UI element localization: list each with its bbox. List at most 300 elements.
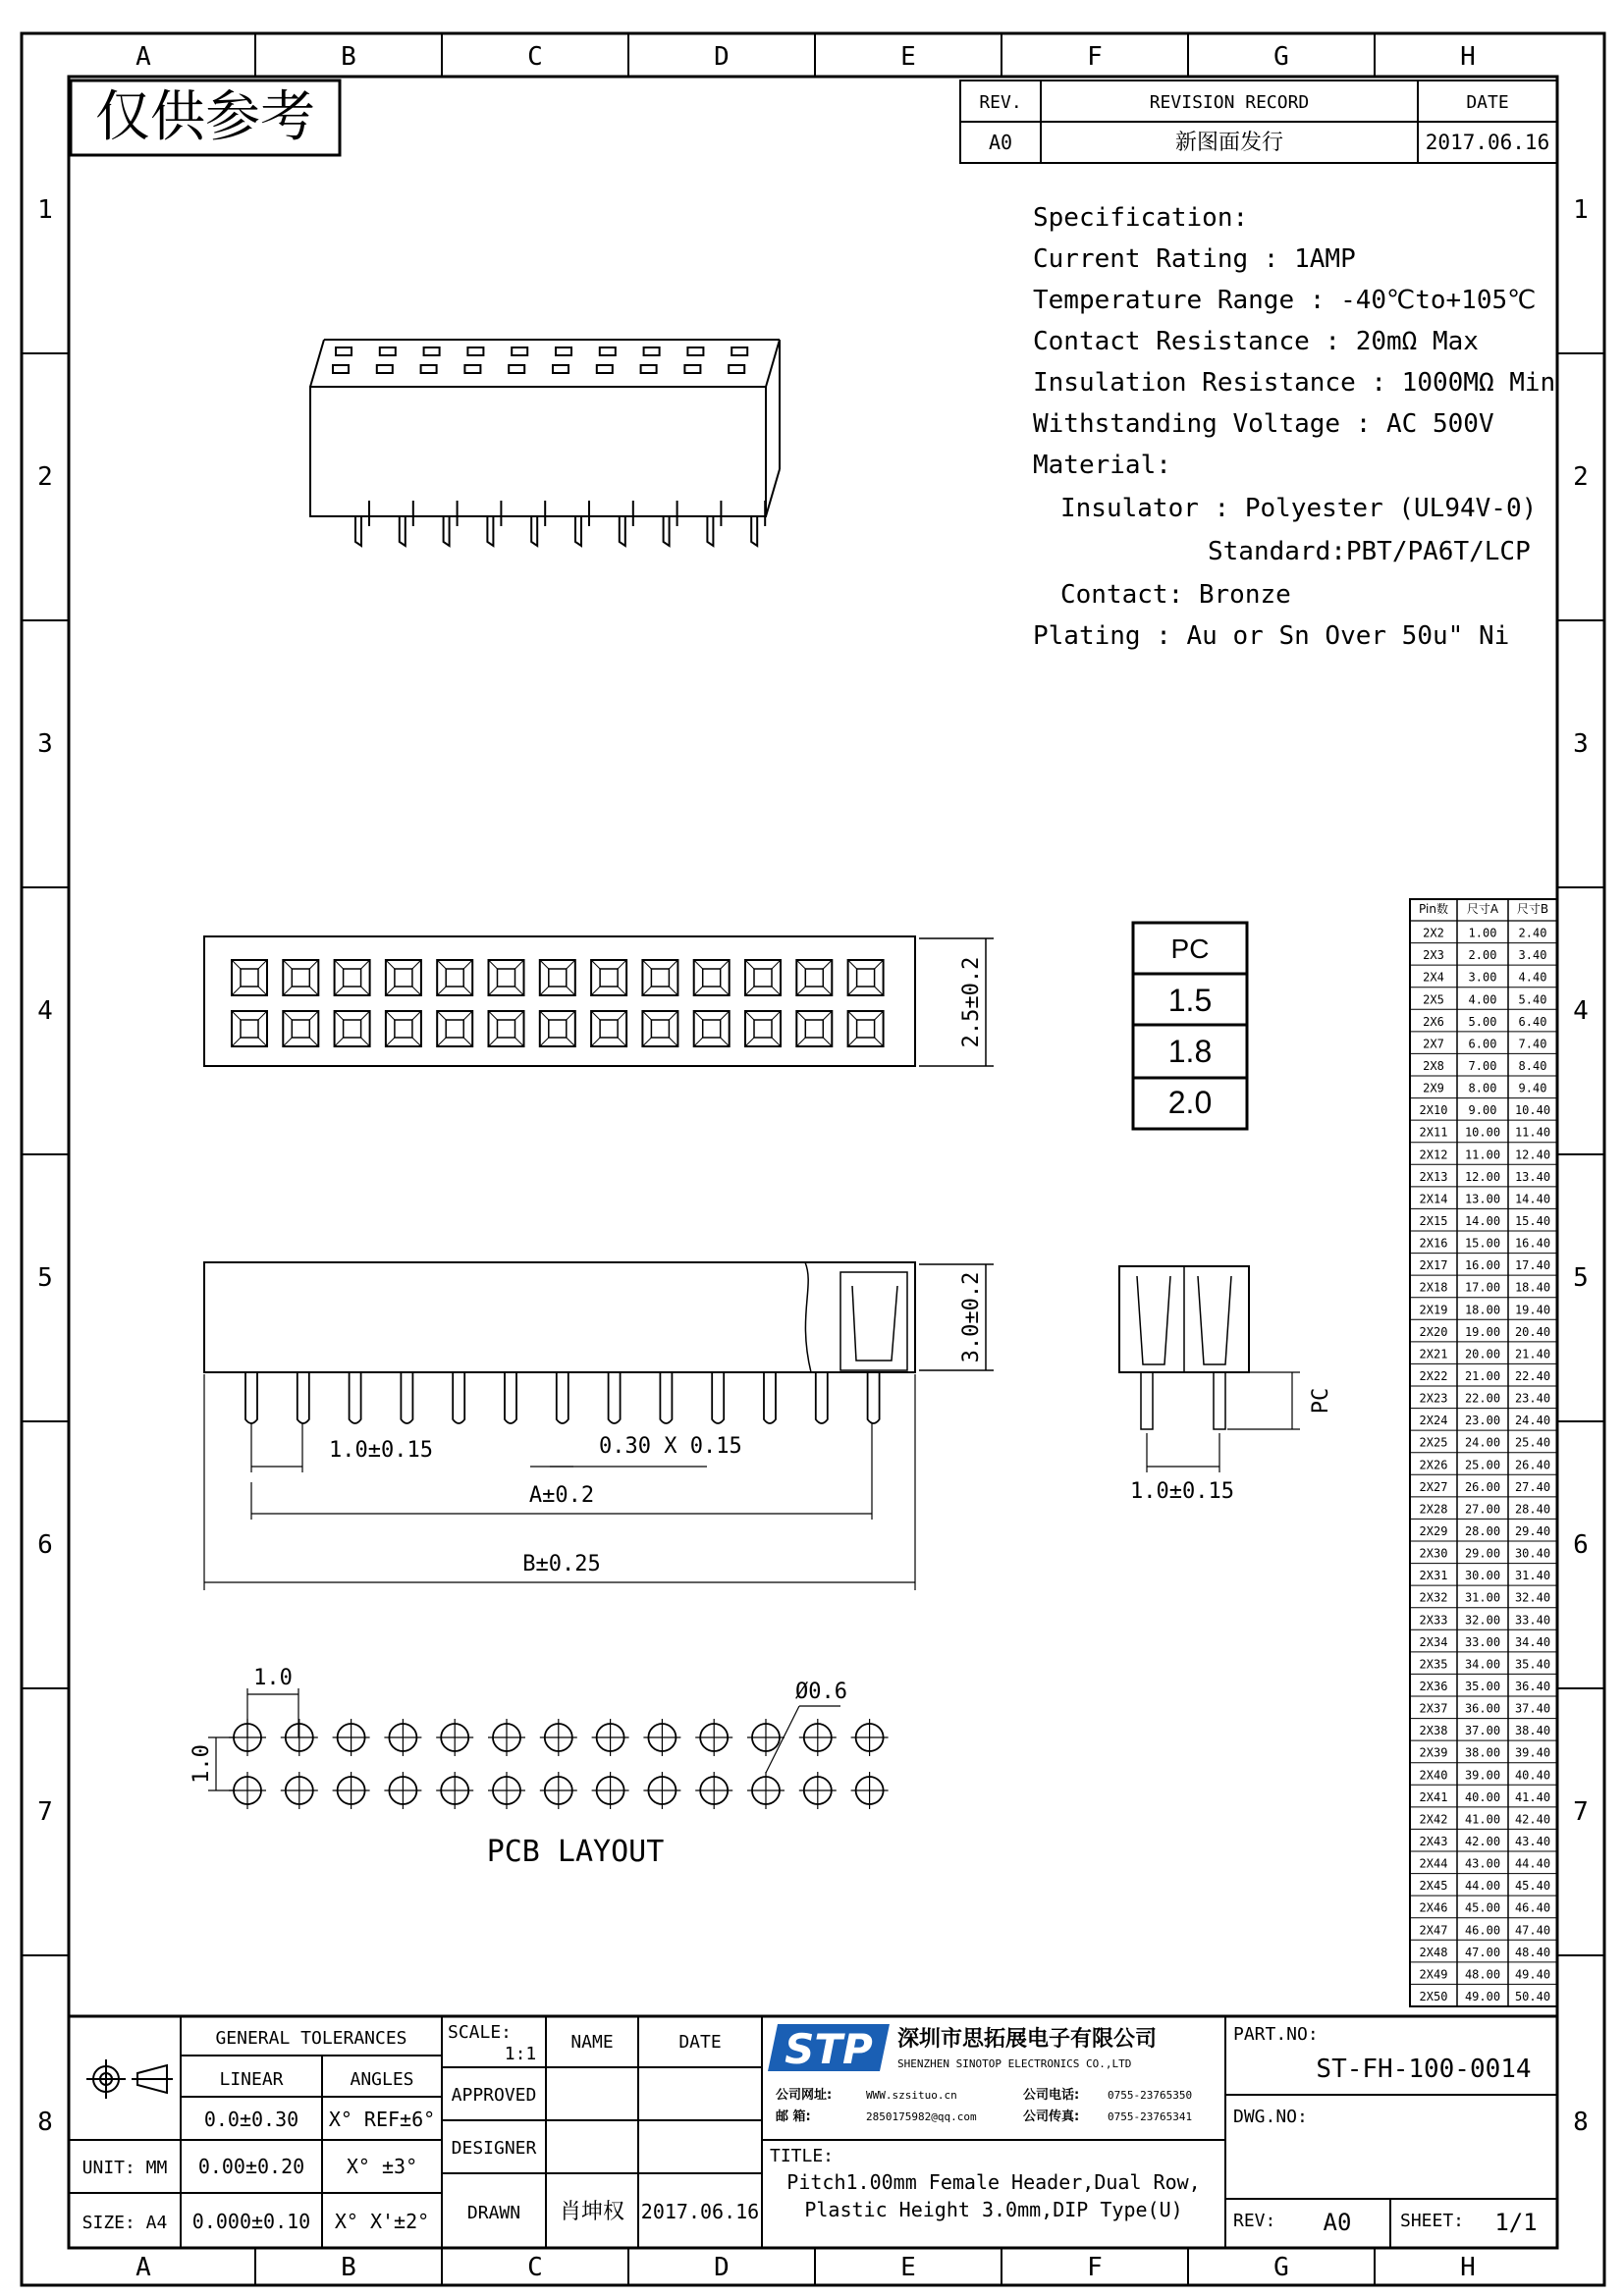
pin-table-cell: 32.40 <box>1514 1590 1551 1605</box>
row-label-left-3: 3 <box>37 729 53 759</box>
top-view-cell-chamfer <box>591 1038 600 1046</box>
spec-current-rating: Current Rating : 1AMP <box>1033 244 1356 274</box>
pin-table-cell: 34.00 <box>1464 1657 1501 1672</box>
pin-table-cell: 35.00 <box>1464 1680 1501 1693</box>
part-no-value: ST-FH-100-0014 <box>1316 2055 1532 2084</box>
top-view-cell-chamfer <box>437 960 446 969</box>
scale-label: SCALE: <box>448 2022 513 2043</box>
pin-table-cell: 2X16 <box>1419 1236 1448 1251</box>
specification <box>1033 203 1555 651</box>
top-view-cell-chamfer <box>567 1011 575 1020</box>
pin-table-cell: 2X5 <box>1423 992 1444 1007</box>
top-view-cell-chamfer <box>823 1011 832 1020</box>
end-pitch-dim: 1.0±0.15 <box>1130 1479 1234 1504</box>
top-view-cell-chamfer <box>489 960 498 969</box>
pin-table-cell: 22.40 <box>1514 1369 1551 1383</box>
top-view-cell-chamfer <box>283 987 292 995</box>
tol-linear-1: 0.0±0.30 <box>203 2108 299 2131</box>
top-view-cell-chamfer <box>772 960 781 969</box>
pin-table-cell: 11.40 <box>1514 1125 1551 1140</box>
pin-table-cell: 31.40 <box>1514 1569 1551 1583</box>
pin-table-cell: 24.00 <box>1464 1435 1501 1450</box>
iso-pin <box>444 516 450 546</box>
top-view-cell-chamfer <box>437 987 446 995</box>
side-view-pin <box>350 1372 361 1423</box>
top-view-cell-chamfer <box>823 1038 832 1046</box>
top-view-cell-chamfer <box>642 987 651 995</box>
top-view-cell-chamfer <box>823 987 832 995</box>
iso-slot <box>553 365 568 373</box>
pin-table-cell: 17.40 <box>1514 1258 1551 1273</box>
top-view-cell-chamfer <box>721 1038 730 1046</box>
top-view-cell-chamfer <box>361 987 370 995</box>
company-logo-text: STP <box>785 2025 873 2073</box>
iso-slot <box>641 365 657 373</box>
pc-dim: PC <box>1309 1387 1333 1415</box>
top-view-cell-chamfer <box>412 1011 421 1020</box>
pin-table-cell: 22.00 <box>1464 1391 1501 1406</box>
pin-table-cell: 16.40 <box>1514 1236 1551 1251</box>
pin-table-cell: 7.40 <box>1518 1037 1547 1051</box>
col-label-top-b: B <box>341 42 356 72</box>
spec-material: Material: <box>1033 451 1171 480</box>
revision-rev-value: A0 <box>988 131 1013 154</box>
top-view-cell-chamfer <box>437 1011 446 1020</box>
pin-table-cell: 2X35 <box>1419 1657 1448 1672</box>
top-view-cell-chamfer <box>567 1038 575 1046</box>
top-view-cell-inner <box>498 969 515 987</box>
pin-table-cell: 25.40 <box>1514 1435 1551 1450</box>
col-label-bottom-b: B <box>341 2253 356 2282</box>
pin-table-cell: 2X13 <box>1419 1169 1448 1184</box>
pin-table-cell: 19.40 <box>1514 1303 1551 1317</box>
row-label-left-8: 8 <box>37 2108 53 2137</box>
top-view-cell-chamfer <box>335 960 344 969</box>
pin-table-cell: 47.40 <box>1514 1923 1551 1938</box>
top-view-cell-chamfer <box>745 987 754 995</box>
pin-table-cell: 2X21 <box>1419 1347 1448 1362</box>
top-view-cell-chamfer <box>567 960 575 969</box>
projection-symbol-icon <box>86 2059 173 2099</box>
general-tolerances-label: GENERAL TOLERANCES <box>215 2028 407 2049</box>
top-view <box>204 936 994 1066</box>
row-label-left-7: 7 <box>37 1797 53 1827</box>
top-view-cell-chamfer <box>309 1011 318 1020</box>
top-view-cell-chamfer <box>412 987 421 995</box>
top-view-cell-chamfer <box>515 960 524 969</box>
pin-table-cell: 3.00 <box>1468 970 1497 985</box>
top-view-cell-chamfer <box>745 960 754 969</box>
pin-table-cell: 18.00 <box>1464 1303 1501 1317</box>
top-view-cell-chamfer <box>745 1038 754 1046</box>
iso-slot <box>336 347 352 355</box>
top-view-cell-inner <box>651 969 669 987</box>
iso-pin <box>400 516 406 546</box>
pin-table-cell: 2X14 <box>1419 1192 1448 1206</box>
pin-table-cell: 49.40 <box>1514 1967 1551 1982</box>
top-view-cell-chamfer <box>232 960 241 969</box>
top-view-cell-chamfer <box>540 1011 549 1020</box>
iso-slot <box>380 347 396 355</box>
top-view-cell-chamfer <box>591 960 600 969</box>
iso-slot <box>377 365 393 373</box>
top-view-cell-chamfer <box>669 1011 677 1020</box>
pin-table-cell: 10.00 <box>1464 1125 1501 1140</box>
top-view-cell-inner <box>549 1020 567 1038</box>
iso-slot <box>597 365 613 373</box>
pin-table-cell: 23.00 <box>1464 1414 1501 1428</box>
name-header: NAME <box>570 2032 614 2053</box>
iso-slot <box>509 365 524 373</box>
top-view-cell-inner <box>395 1020 412 1038</box>
col-label-bottom-g: G <box>1273 2253 1289 2282</box>
pin-table-header-pins: Pin数 <box>1419 902 1448 916</box>
row-label-right-7: 7 <box>1573 1797 1589 1827</box>
pin-table-cell: 8.00 <box>1468 1081 1497 1095</box>
pin-table-cell: 9.00 <box>1468 1103 1497 1118</box>
pin-table-cell: 37.00 <box>1464 1724 1501 1738</box>
row-label-right-6: 6 <box>1573 1530 1589 1560</box>
pin-table-cell: 2X24 <box>1419 1414 1448 1428</box>
pin-table-cell: 2X29 <box>1419 1524 1448 1538</box>
spec-insulation-resistance: Insulation Resistance : 1000MΩ Min <box>1033 368 1556 398</box>
top-view-cell-chamfer <box>335 1038 344 1046</box>
designer-label: DESIGNER <box>451 2138 537 2159</box>
pc-table <box>1133 923 1247 1129</box>
pin-table-cell: 40.40 <box>1514 1768 1551 1783</box>
pin-table-cell: 35.40 <box>1514 1657 1551 1672</box>
pin-table-cell: 2X36 <box>1419 1680 1448 1693</box>
pin-table-cell: 13.40 <box>1514 1169 1551 1184</box>
side-view-pin <box>401 1372 412 1423</box>
pin-table-cell: 42.40 <box>1514 1812 1551 1827</box>
pin-table-cell: 41.40 <box>1514 1789 1551 1804</box>
pin-table-header-a: 尺寸A <box>1466 902 1499 916</box>
top-view-cell-inner <box>651 1020 669 1038</box>
pin-table-cell: 48.00 <box>1464 1967 1501 1982</box>
pin-table-cell: 18.40 <box>1514 1280 1551 1295</box>
pin-table-cell: 15.40 <box>1514 1214 1551 1228</box>
top-view-cell-chamfer <box>823 960 832 969</box>
top-view-cell-chamfer <box>772 987 781 995</box>
pin-table-cell: 24.40 <box>1514 1414 1551 1428</box>
top-view-cell-chamfer <box>669 1038 677 1046</box>
side-height-dim: 3.0±0.2 <box>959 1271 984 1363</box>
pin-table-cell: 9.40 <box>1518 1081 1547 1095</box>
pin-table-cell: 3.40 <box>1518 948 1547 963</box>
top-view-cell-chamfer <box>283 1011 292 1020</box>
pin-table-cell: 2X8 <box>1423 1059 1444 1073</box>
pin-table-cell: 2X47 <box>1419 1923 1448 1938</box>
pin-table-cell: 34.40 <box>1514 1634 1551 1649</box>
top-view-cell-chamfer <box>796 1038 805 1046</box>
top-view-cell-chamfer <box>875 960 884 969</box>
pin-table-cell: 2X11 <box>1419 1125 1448 1140</box>
top-view-cell-chamfer <box>386 1011 395 1020</box>
pin-table-cell: 13.00 <box>1464 1192 1501 1206</box>
pin-table-cell: 36.40 <box>1514 1680 1551 1693</box>
top-view-cell-inner <box>395 969 412 987</box>
top-view-cell-chamfer <box>772 1011 781 1020</box>
top-view-cell-chamfer <box>591 987 600 995</box>
side-view-pin <box>816 1372 828 1423</box>
iso-slot <box>729 365 744 373</box>
pin-table-cell: 21.00 <box>1464 1369 1501 1383</box>
top-view-cell-inner <box>857 1020 875 1038</box>
scale-value: 1:1 <box>504 2044 537 2064</box>
company-logo <box>768 2024 890 2073</box>
top-view-cell-chamfer <box>540 960 549 969</box>
drawn-date: 2017.06.16 <box>640 2200 760 2223</box>
pin-table-cell: 37.40 <box>1514 1701 1551 1716</box>
iso-slot <box>600 347 616 355</box>
pin-table-cell: 1.00 <box>1468 926 1497 940</box>
top-view-cell-chamfer <box>361 1038 370 1046</box>
top-view-cell-chamfer <box>796 960 805 969</box>
top-view-cell-chamfer <box>848 1038 857 1046</box>
stamp-text: 仅供参考 <box>95 85 315 149</box>
side-view-pin <box>609 1372 621 1423</box>
pin-table-cell: 2X33 <box>1419 1613 1448 1628</box>
pin-table-cell: 44.40 <box>1514 1856 1551 1871</box>
iso-pin <box>620 516 625 546</box>
top-view-cell-inner <box>498 1020 515 1038</box>
top-view-cell-inner <box>754 1020 772 1038</box>
top-view-cell-chamfer <box>618 1038 626 1046</box>
side-view-pin <box>505 1372 516 1423</box>
top-view-cell-chamfer <box>258 987 267 995</box>
top-view-cell-chamfer <box>875 1038 884 1046</box>
pin-table-cell: 46.40 <box>1514 1900 1551 1915</box>
pin-table-cell: 2X44 <box>1419 1856 1448 1871</box>
revision-date-header: DATE <box>1466 92 1509 113</box>
pin-table-cell: 39.00 <box>1464 1768 1501 1783</box>
pin-table-cell: 38.40 <box>1514 1724 1551 1738</box>
pc-value-3: 2.0 <box>1167 1085 1213 1120</box>
pin-table-cell: 2X18 <box>1419 1280 1448 1295</box>
top-height-dim: 2.5±0.2 <box>959 956 984 1048</box>
top-view-cell-chamfer <box>875 987 884 995</box>
top-view-cell-chamfer <box>463 1038 472 1046</box>
top-view-cell-chamfer <box>669 960 677 969</box>
pin-table-cell: 2X32 <box>1419 1590 1448 1605</box>
pin-table-cell: 29.00 <box>1464 1546 1501 1561</box>
pin-table-cell: 38.00 <box>1464 1745 1501 1760</box>
top-view-cell-chamfer <box>335 987 344 995</box>
top-view-cell-chamfer <box>694 1011 703 1020</box>
pin-table-cell: 2X50 <box>1419 1990 1448 2003</box>
col-label-top-f: F <box>1087 42 1103 72</box>
top-view-cell-chamfer <box>515 987 524 995</box>
pin-table-cell: 2X4 <box>1423 970 1444 985</box>
title-line-1: Pitch1.00mm Female Header,Dual Row, <box>786 2170 1201 2194</box>
top-view-cell-chamfer <box>591 1011 600 1020</box>
sheet-label: SHEET: <box>1400 2211 1465 2231</box>
top-view-cell-chamfer <box>232 1038 241 1046</box>
col-label-top-c: C <box>527 42 543 72</box>
tol-angle-1: X° REF±6° <box>328 2108 436 2131</box>
col-label-top-a: A <box>135 42 151 72</box>
top-view-cell-chamfer <box>489 1011 498 1020</box>
date-header: DATE <box>678 2032 722 2053</box>
spec-title: Specification: <box>1033 203 1249 233</box>
iso-pin <box>531 516 537 546</box>
row-label-right-4: 4 <box>1573 996 1589 1026</box>
top-view-cell-chamfer <box>258 1011 267 1020</box>
iso-pin <box>664 516 670 546</box>
top-view-cell-inner <box>241 1020 258 1038</box>
pin-table-cell: 21.40 <box>1514 1347 1551 1362</box>
pin-table-cell: 2X39 <box>1419 1745 1448 1760</box>
pin-table-cell: 7.00 <box>1468 1059 1497 1073</box>
top-view-cell-chamfer <box>232 987 241 995</box>
pin-table-cell: 26.00 <box>1464 1479 1501 1494</box>
top-view-cell-chamfer <box>361 1011 370 1020</box>
pin-table-cell: 2X49 <box>1419 1967 1448 1982</box>
col-label-top-g: G <box>1273 42 1289 72</box>
pin-table-cell: 6.40 <box>1518 1014 1547 1029</box>
inner-border <box>69 77 1557 2248</box>
side-view-pin <box>712 1372 724 1423</box>
top-view-cell-chamfer <box>694 1038 703 1046</box>
pcb-layout-title: PCB LAYOUT <box>486 1835 665 1869</box>
top-view-cell-inner <box>600 969 618 987</box>
pin-table-cell: 4.40 <box>1518 970 1547 985</box>
revision-date-value: 2017.06.16 <box>1425 131 1550 154</box>
pin-table-cell: 33.40 <box>1514 1613 1551 1628</box>
top-view-cell-inner <box>703 1020 721 1038</box>
iso-pin <box>707 516 713 546</box>
pin-table-cell: 2X48 <box>1419 1945 1448 1959</box>
iso-slot <box>424 347 440 355</box>
part-no-label: PART.NO: <box>1233 2024 1319 2045</box>
top-view-cell-inner <box>549 969 567 987</box>
top-view-cell-chamfer <box>258 1038 267 1046</box>
tol-linear-3: 0.000±0.10 <box>191 2210 311 2233</box>
revision-record-header: REVISION RECORD <box>1149 92 1310 113</box>
pin-table-cell: 30.00 <box>1464 1569 1501 1583</box>
row-label-left-5: 5 <box>37 1263 53 1293</box>
sheet-value: 1/1 <box>1494 2209 1538 2236</box>
top-view-cell-chamfer <box>694 987 703 995</box>
top-view-cell-chamfer <box>618 960 626 969</box>
top-view-cell-chamfer <box>489 987 498 995</box>
col-label-top-d: D <box>714 42 730 72</box>
side-view <box>204 1262 994 1590</box>
top-view-cell-chamfer <box>489 1038 498 1046</box>
pin-table-cell: 14.40 <box>1514 1192 1551 1206</box>
drawn-label: DRAWN <box>466 2203 521 2223</box>
top-view-cell-chamfer <box>515 1011 524 1020</box>
row-label-left-1: 1 <box>37 195 53 225</box>
pin-table-cell: 2X19 <box>1419 1303 1448 1317</box>
pin-table-cell: 2X41 <box>1419 1789 1448 1804</box>
col-label-bottom-h: H <box>1460 2253 1476 2282</box>
top-view-cell-chamfer <box>463 960 472 969</box>
pin-table-cell: 6.00 <box>1468 1037 1497 1051</box>
top-view-cell-chamfer <box>463 1011 472 1020</box>
isometric-view <box>310 340 780 546</box>
top-view-cell-inner <box>805 969 823 987</box>
pin-table-cell: 2X40 <box>1419 1768 1448 1783</box>
pin-table-cell: 43.40 <box>1514 1835 1551 1848</box>
top-view-cell-inner <box>754 969 772 987</box>
top-view-cell-chamfer <box>642 1011 651 1020</box>
top-view-cell-chamfer <box>875 1011 884 1020</box>
angles-label: ANGLES <box>350 2069 414 2090</box>
pin-table-cell: 44.00 <box>1464 1879 1501 1894</box>
row-label-right-3: 3 <box>1573 729 1589 759</box>
top-view-cell-inner <box>600 1020 618 1038</box>
pin-table-cell: 36.00 <box>1464 1701 1501 1716</box>
pin-table-cell: 2X9 <box>1423 1081 1444 1095</box>
top-view-cell-chamfer <box>309 987 318 995</box>
dwg-no-label: DWG.NO: <box>1233 2107 1308 2127</box>
pin-table-cell: 30.40 <box>1514 1546 1551 1561</box>
pin-table-cell: 2X27 <box>1419 1479 1448 1494</box>
pin-table-cell: 2X2 <box>1423 926 1444 940</box>
iso-pin <box>355 516 361 546</box>
pin-table-cell: 2X45 <box>1419 1879 1448 1894</box>
b-dim: B±0.25 <box>522 1552 601 1576</box>
col-label-bottom-f: F <box>1087 2253 1103 2282</box>
pin-table-cell: 20.40 <box>1514 1324 1551 1339</box>
pin-table-cell: 15.00 <box>1464 1236 1501 1251</box>
pin-table-cell: 2X23 <box>1419 1391 1448 1406</box>
linear-label: LINEAR <box>219 2069 284 2090</box>
pin-table-cell: 25.00 <box>1464 1458 1501 1472</box>
top-view-cell-inner <box>703 969 721 987</box>
pin-table-cell: 49.00 <box>1464 1990 1501 2003</box>
spec-temperature-range: Temperature Range : -40℃to+105℃ <box>1033 286 1537 315</box>
iso-slot <box>731 347 747 355</box>
side-view-pin <box>660 1372 672 1423</box>
pin-table-cell: 2X22 <box>1419 1369 1448 1383</box>
pin-table-cell: 2X20 <box>1419 1324 1448 1339</box>
pin-table-cell: 32.00 <box>1464 1613 1501 1628</box>
row-label-left-6: 6 <box>37 1530 53 1560</box>
top-view-cell-chamfer <box>309 960 318 969</box>
top-view-cell-inner <box>292 1020 309 1038</box>
row-label-left-2: 2 <box>37 462 53 492</box>
pin-table-cell: 2X6 <box>1423 1014 1444 1029</box>
rev-header: REV. <box>979 92 1022 113</box>
pin-table-cell: 16.00 <box>1464 1258 1501 1273</box>
pin-table-cell: 2X15 <box>1419 1214 1448 1228</box>
title-line-2: Plastic Height 3.0mm,DIP Type(U) <box>804 2198 1183 2221</box>
top-view-cell-inner <box>292 969 309 987</box>
pin-table-cell: 27.00 <box>1464 1502 1501 1517</box>
iso-slot <box>464 365 480 373</box>
company-name-en: SHENZHEN SINOTOP ELECTRONICS CO.,LTD <box>897 2057 1132 2070</box>
title-block <box>69 2016 1557 2248</box>
top-view-cell-chamfer <box>232 1011 241 1020</box>
side-view-pin <box>557 1372 568 1423</box>
row-label-right-2: 2 <box>1573 462 1589 492</box>
top-view-cell-chamfer <box>642 960 651 969</box>
pcb-pitch-y-dim: 1.0 <box>189 1744 214 1784</box>
pin-table-cell: 2X30 <box>1419 1546 1448 1561</box>
pc-header: PC <box>1170 934 1210 964</box>
top-view-cell-chamfer <box>721 1011 730 1020</box>
pin-table-cell: 28.40 <box>1514 1502 1551 1517</box>
company-email-label: 邮 箱: <box>776 2109 811 2124</box>
pin-table-cell: 2X31 <box>1419 1569 1448 1583</box>
pin-table-cell: 39.40 <box>1514 1745 1551 1760</box>
top-view-cell-chamfer <box>540 1038 549 1046</box>
drawn-name: 肖坤权 <box>559 2200 625 2224</box>
top-view-cell-chamfer <box>796 1011 805 1020</box>
